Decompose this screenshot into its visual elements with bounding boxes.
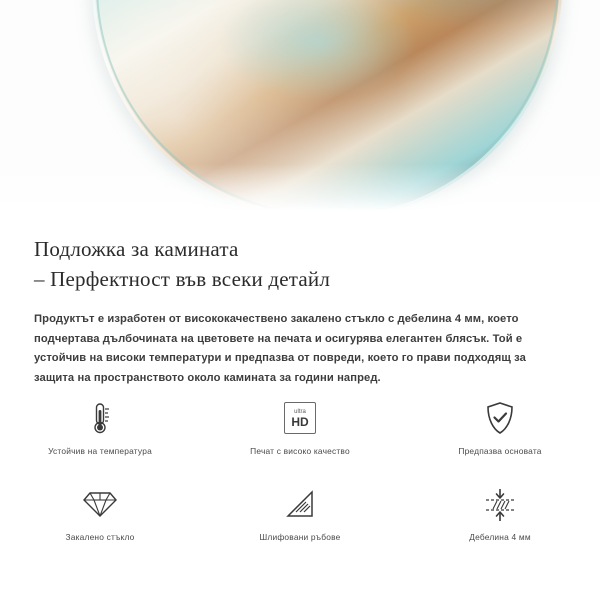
feature-polished-edges — [200, 484, 400, 556]
product-description: Продуктът е изработен от висококачествено закалено стъкло с дебелина 4 мм, което подчертава дълбочината на цветовете на печата и осигурява елегантен блясък. Той е устойчив на високи температури и предпазва от повреди, което го прави подходящ за защита на пространството около камината за години напред. — [34, 313, 526, 384]
feature-thickness — [400, 484, 600, 556]
headline-line-1: Подложка за камината — [34, 237, 239, 261]
feature-print-quality — [200, 398, 400, 470]
page-title — [0, 224, 600, 294]
feature-protects-surface — [400, 398, 600, 470]
diamond-icon — [83, 484, 117, 524]
content-block — [0, 224, 600, 388]
polished-edges-icon — [284, 484, 316, 524]
ultra-hd-icon: ultra HD — [284, 398, 316, 438]
feature-label: Предпазва основата — [458, 446, 542, 456]
feature-temperature-resistant — [0, 398, 200, 470]
headline-line-2: – Перфектност във всеки детайл — [34, 267, 331, 291]
hero-image — [0, 0, 600, 224]
shield-check-icon — [483, 398, 517, 438]
feature-label: Закалено стъкло — [65, 532, 135, 542]
thermometer-icon — [84, 398, 116, 438]
thickness-icon — [483, 484, 517, 524]
glass-plate-image — [92, 0, 562, 220]
feature-label: Дебелина 4 мм — [469, 532, 531, 542]
feature-label: Печат с високо качество — [250, 446, 350, 456]
feature-label: Шлифовани ръбове — [259, 532, 341, 542]
feature-label: Устойчив на температура — [48, 446, 152, 456]
feature-grid — [0, 398, 600, 556]
feature-tempered-glass — [0, 484, 200, 556]
